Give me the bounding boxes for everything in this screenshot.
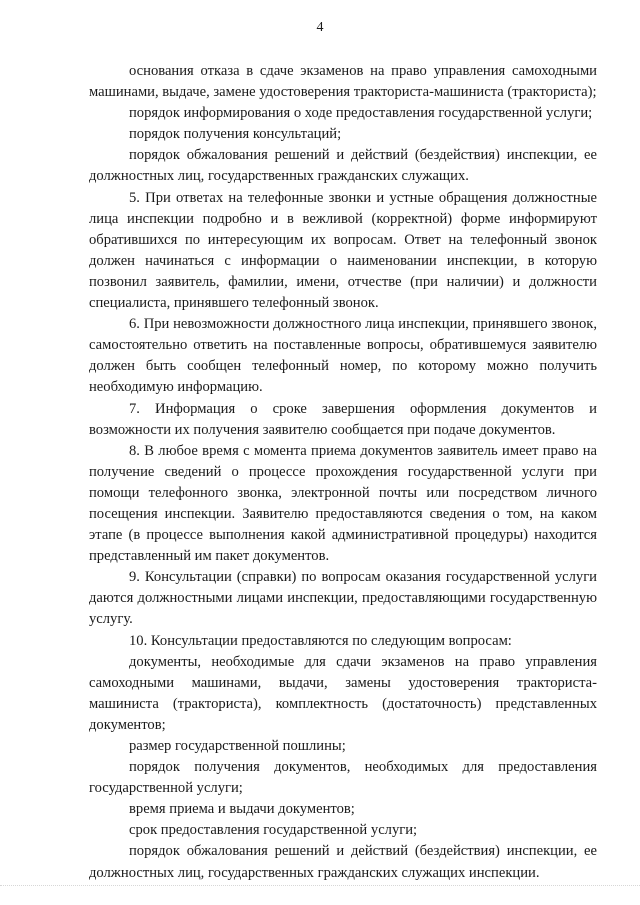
list-item: порядок получения документов, необходимых для предоставления государственной услуги; [89,759,597,797]
paragraph: порядок обжалования решений и действий (бездействия) инспекции, ее должностных лиц, государственных гражданских служащих. [89,147,597,185]
paragraph-item-7: 7. Информация о сроке завершения оформления документов и возможности их получения заявителю сообщается при подаче документов. [89,400,597,438]
paragraph-item-5: 5. При ответах на телефонные звонки и устные обращения должностные лица инспекции подробно и в вежливой (корректной) форме информируют обратившихся по интересующим их вопросам. Ответ на телефонный звонок должен начинаться с информации о наименовании инспекции, в которую позвонил заявитель, фамилии, имени, отчестве (при наличии) и должности специалиста, принявшего телефонный звонок. [89,189,597,312]
list-item: размер государственной пошлины; [129,738,346,754]
paragraph-item-8: 8. В любое время с момента приема документов заявитель имеет право на получение сведений о процессе прохождения государственной услуги при помощи телефонного звонка, электронной почты или посредством личного посещения инспекции. Заявителю предоставляются сведения о том, на каком этапе (в процессе выполнения какой административной процедуры) находится представленный им пакет документов. [89,442,597,565]
list-item: порядок обжалования решений и действий (бездействия) инспекции, ее должностных лиц, государственных гражданских служащих инспекции. [89,843,597,881]
paragraph-item-6: 6. При невозможности должностного лица инспекции, принявшего звонок, самостоятельно ответить на поставленные вопросы, обратившемуся заявителю должен быть сообщен телефонный номер, по которому можно получить необходимую информацию. [89,316,597,396]
paragraph: основания отказа в сдаче экзаменов на право управления самоходными машинами, выдаче, замене удостоверения тракториста-машиниста (тракториста); [89,63,597,101]
scan-edge-divider [0,885,640,887]
page-number: 4 [316,20,324,35]
paragraph: порядок получения консультаций; [129,126,342,143]
list-item: время приема и выдачи документов; [129,801,355,818]
paragraph-item-10: 10. Консультации предоставляются по следующим вопросам: [129,632,512,649]
paragraph: порядок информирования о ходе предоставления государственной услуги; [129,105,593,122]
list-item: срок предоставления государственной услуги; [129,822,418,839]
document-body [89,61,597,884]
list-item: документы, необходимые для сдачи экзаменов на право управления самоходными машинами, выдачи, замены удостоверения тракториста-машиниста (тракториста), комплектность (достаточность) представленных документов; [89,653,597,733]
paragraph-item-9: 9. Консультации (справки) по вопросам оказания государственной услуги даются должностными лицами инспекции, предоставляющими государственную услугу. [89,569,597,628]
